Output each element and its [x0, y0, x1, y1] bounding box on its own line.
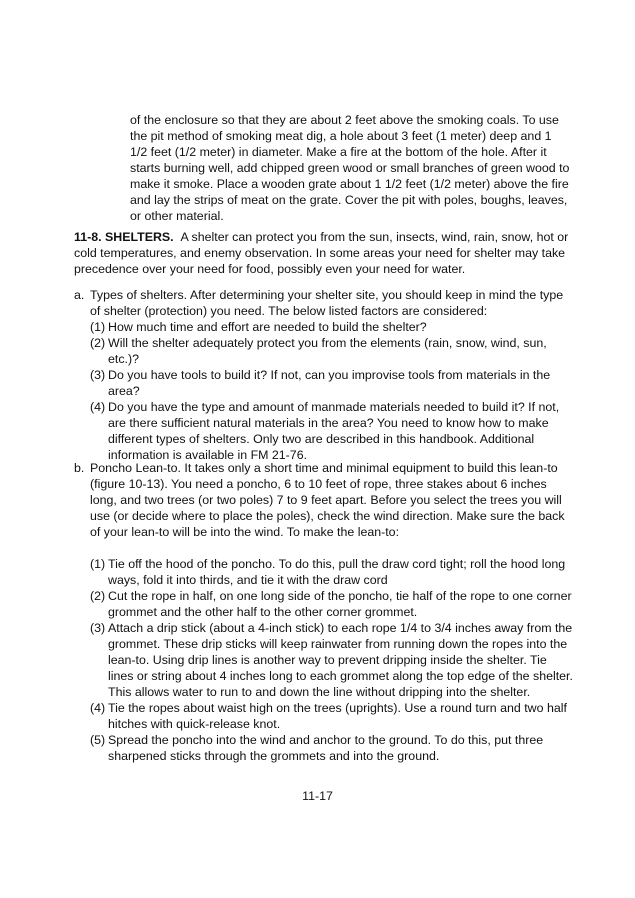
sublist-text: Spread the poncho into the wind and anchor to the ground. To do this, put three sharpened sticks through the grommets and into the ground.	[108, 733, 544, 763]
sublist-text: Will the shelter adequately protect you from the elements (rain, snow, wind, sun, etc.)?	[108, 336, 547, 366]
item-a-sublist	[90, 319, 574, 463]
item-b-letter: b.	[74, 461, 85, 475]
sublist-number: (4)	[90, 701, 106, 715]
sublist-item	[90, 367, 574, 399]
section-heading: 11-8. SHELTERS.	[74, 230, 174, 244]
sublist-text: Tie the ropes about waist high on the trees (uprights). Use a round turn and two half hitches with quick-release knot.	[108, 701, 567, 731]
sublist-item	[90, 556, 574, 588]
page-number: 11-17	[302, 789, 333, 803]
sublist-text: How much time and effort are needed to build the shelter?	[108, 320, 427, 334]
sublist-number: (2)	[90, 336, 106, 350]
sublist-text: Tie off the hood of the poncho. To do this, pull the draw cord tight; roll the hood long ways, fold it into thirds, and tie it with the draw cord	[108, 557, 566, 587]
sublist-number: (5)	[90, 733, 106, 747]
item-a-letter: a.	[74, 288, 85, 302]
sublist-item	[90, 588, 574, 620]
item-b-body	[90, 460, 574, 764]
sublist-item	[90, 335, 574, 367]
sublist-number: (3)	[90, 621, 106, 635]
sublist-item	[90, 620, 574, 700]
item-b-sublist	[90, 556, 574, 764]
sublist-number: (4)	[90, 400, 106, 414]
item-a-body	[90, 287, 574, 463]
sublist-text: Do you have tools to build it? If not, can you improvise tools from materials in the area?	[108, 368, 551, 398]
sublist-number: (1)	[90, 557, 106, 571]
sublist-text: Cut the rope in half, on one long side of the poncho, tie half of the rope to one corner grommet and the other half to the other corner grommet.	[108, 589, 572, 619]
item-a-text: Types of shelters. After determining your shelter site, you should keep in mind the type of shelter (protection) you need. The below listed factors are considered:	[90, 288, 564, 318]
sublist-text: Attach a drip stick (about a 4-inch stick) to each rope 1/4 to 3/4 inches away from the grommet. These drip sticks will keep rainwater from running down the ropes into the lean-to. Using drip lines is another way to prevent dripping inside the shelter. Tie lines or string about 4 inches long to each grommet along the top edge of the shelter. This allows water to run to and down the line without dripping into the shelter.	[108, 621, 573, 699]
list-item-b	[74, 460, 574, 764]
sublist-text: Do you have the type and amount of manmade materials needed to build it? If not, are there sufficient natural materials in the area? You need to know how to make different types of shelters. Only two are described in this handbook. Additional information is available in FM 21-76.	[108, 400, 560, 462]
section-paragraph	[74, 229, 574, 277]
section-text: A shelter can protect you from the sun, insects, wind, rain, snow, hot or cold temperatures, and enemy observation. In some areas your need for shelter may take precedence over your need for food, possibly even your need for water.	[74, 230, 569, 276]
sublist-item	[90, 700, 574, 732]
item-b-text: Poncho Lean-to. It takes only a short time and minimal equipment to build this lean-to (figure 10-13). You need a poncho, 6 to 10 feet of rope, three stakes about 6 inches long, and two trees (or two poles) 7 to 9 feet apart. Before you select the trees you will use (or decide where to place the poles), check the wind direction. Make sure the back of your lean-to will be into the wind. To make the lean-to:	[90, 461, 565, 539]
sublist-item	[90, 319, 574, 335]
sublist-number: (3)	[90, 368, 106, 382]
sublist-number: (2)	[90, 589, 106, 603]
sublist-item	[90, 399, 574, 463]
intro-paragraph: of the enclosure so that they are about 2 feet above the smoking coals. To use the pit method of smoking meat dig, a hole about 3 feet (1 meter) deep and 1 1/2 feet (1/2 meter) in diameter. Make a fire at the bottom of the hole. After it starts burning well, add chipped green wood or small branches of green wood to make it smoke. Place a wooden grate about 1 1/2 feet (1/2 meter) above the fire and lay the strips of meat on the grate. Cover the pit with poles, boughs, leaves, or other material.	[130, 113, 570, 223]
list-item-a	[74, 287, 574, 463]
sublist-number: (1)	[90, 320, 106, 334]
sublist-item	[90, 732, 574, 764]
